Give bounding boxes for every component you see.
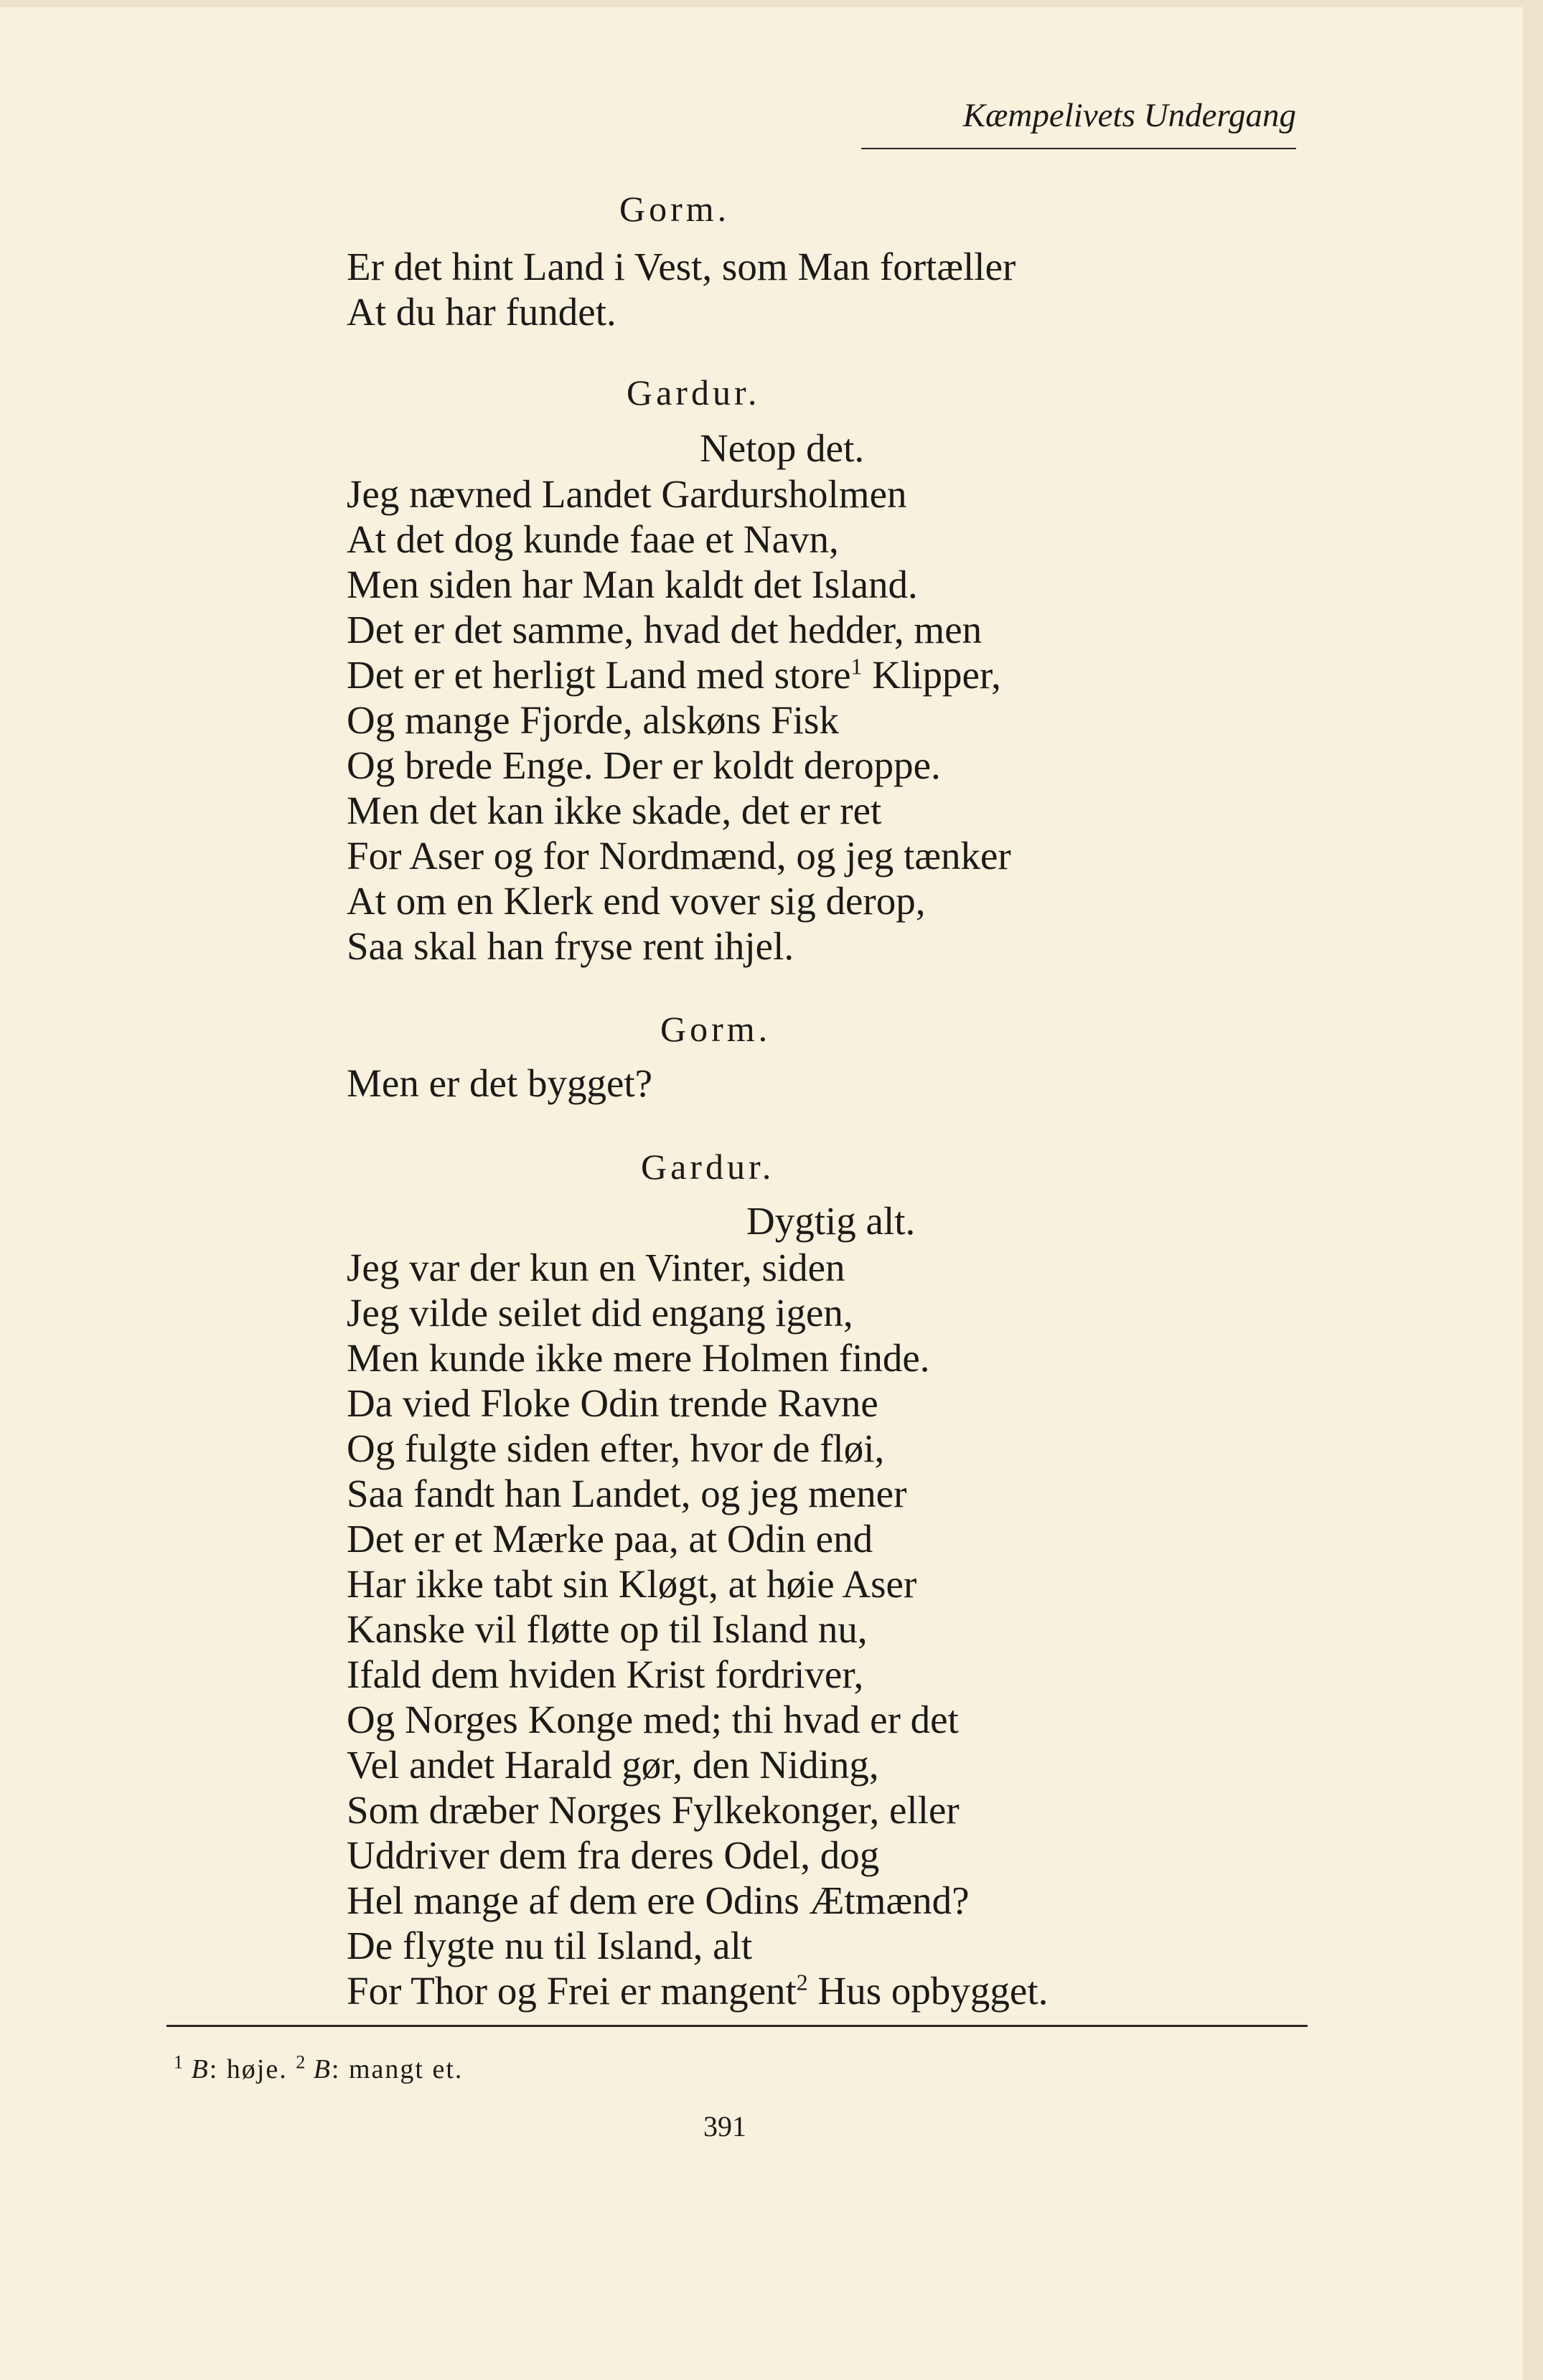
footnote-mark: 2 bbox=[796, 1969, 808, 1995]
footnote-rule bbox=[167, 2025, 1308, 2027]
footnote-text: : høje. bbox=[209, 2054, 288, 2084]
verse-line: Og mange Fjorde, alskøns Fisk bbox=[347, 698, 839, 742]
verse-line: Som dræber Norges Fylkekonger, eller bbox=[347, 1788, 960, 1832]
verse-line: Men det kan ikke skade, det er ret bbox=[347, 789, 882, 832]
page-top-edge bbox=[0, 0, 1543, 7]
verse-line: Saa fandt han Landet, og jeg mener bbox=[347, 1472, 907, 1515]
verse-line: Ifald dem hviden Krist fordriver, bbox=[347, 1652, 864, 1696]
verse-line: Netop det. bbox=[700, 426, 865, 470]
speaker-name: Gorm. bbox=[660, 1009, 772, 1049]
verse-line: For Aser og for Nordmænd, og jeg tænker bbox=[347, 834, 1011, 878]
footnote-source: B bbox=[313, 2054, 332, 2084]
page-number: 391 bbox=[703, 2110, 746, 2143]
verse-line: Hel mange af dem ere Odins Ætmænd? bbox=[347, 1878, 970, 1922]
speaker-name: Gardur. bbox=[627, 372, 761, 413]
verse-line: Det er det samme, hvad det hedder, men bbox=[347, 608, 982, 652]
footnote-number: 1 bbox=[174, 2051, 183, 2073]
verse-text: Klipper, bbox=[862, 653, 1001, 697]
verse-line: Jeg vilde seilet did engang igen, bbox=[347, 1291, 853, 1335]
verse-line: Det er et Mærke paa, at Odin end bbox=[347, 1517, 873, 1561]
verse-line: Men kunde ikke mere Holmen finde. bbox=[347, 1336, 930, 1380]
verse-line: Da vied Floke Odin trende Ravne bbox=[347, 1381, 878, 1425]
verse-line: De flygte nu til Island, alt bbox=[347, 1924, 753, 1967]
footnotes bbox=[174, 2051, 464, 2085]
verse-line: Men er det bygget? bbox=[347, 1061, 653, 1105]
footnote-source: B bbox=[191, 2054, 210, 2084]
speaker-name: Gardur. bbox=[641, 1147, 775, 1187]
speaker-name: Gorm. bbox=[619, 189, 731, 229]
footnote-text: : mangt et. bbox=[331, 2054, 464, 2084]
verse-line: At om en Klerk end vover sig derop, bbox=[347, 879, 926, 923]
verse-line: Vel andet Harald gør, den Niding, bbox=[347, 1743, 879, 1787]
running-head: Kæmpelivets Undergang bbox=[962, 97, 1296, 134]
verse-line: Kanske vil fløtte op til Island nu, bbox=[347, 1607, 868, 1651]
verse-line: Og brede Enge. Der er koldt deroppe. bbox=[347, 743, 941, 787]
verse-text: Hus opbygget. bbox=[807, 1969, 1049, 2013]
verse-line: Og Norges Konge med; thi hvad er det bbox=[347, 1698, 959, 1741]
verse-line bbox=[347, 652, 1001, 697]
verse-text: For Thor og Frei er mangent bbox=[347, 1969, 797, 2013]
verse-line: Men siden har Man kaldt det Island. bbox=[347, 563, 918, 606]
verse-line: Er det hint Land i Vest, som Man fortæller bbox=[347, 245, 1016, 288]
verse-text: Det er et herligt Land med store bbox=[347, 653, 851, 697]
verse-line: Uddriver dem fra deres Odel, dog bbox=[347, 1833, 880, 1877]
verse-line: Dygtig alt. bbox=[746, 1199, 916, 1243]
footnote-mark: 1 bbox=[850, 653, 863, 679]
verse-line: At det dog kunde faae et Navn, bbox=[347, 517, 839, 561]
footnote-number: 2 bbox=[296, 2051, 306, 2073]
verse-line bbox=[347, 1968, 1048, 2013]
header-rule bbox=[861, 148, 1296, 149]
verse-line: Jeg var der kun en Vinter, siden bbox=[347, 1246, 845, 1289]
verse-line: Jeg nævned Landet Gardursholmen bbox=[347, 472, 907, 516]
verse-line: Og fulgte siden efter, hvor de fløi, bbox=[347, 1426, 885, 1470]
verse-line: Saa skal han fryse rent ihjel. bbox=[347, 924, 794, 968]
page-right-edge bbox=[1523, 0, 1543, 2380]
verse-line: Har ikke tabt sin Kløgt, at høie Aser bbox=[347, 1562, 917, 1606]
verse-line: At du har fundet. bbox=[347, 290, 616, 334]
